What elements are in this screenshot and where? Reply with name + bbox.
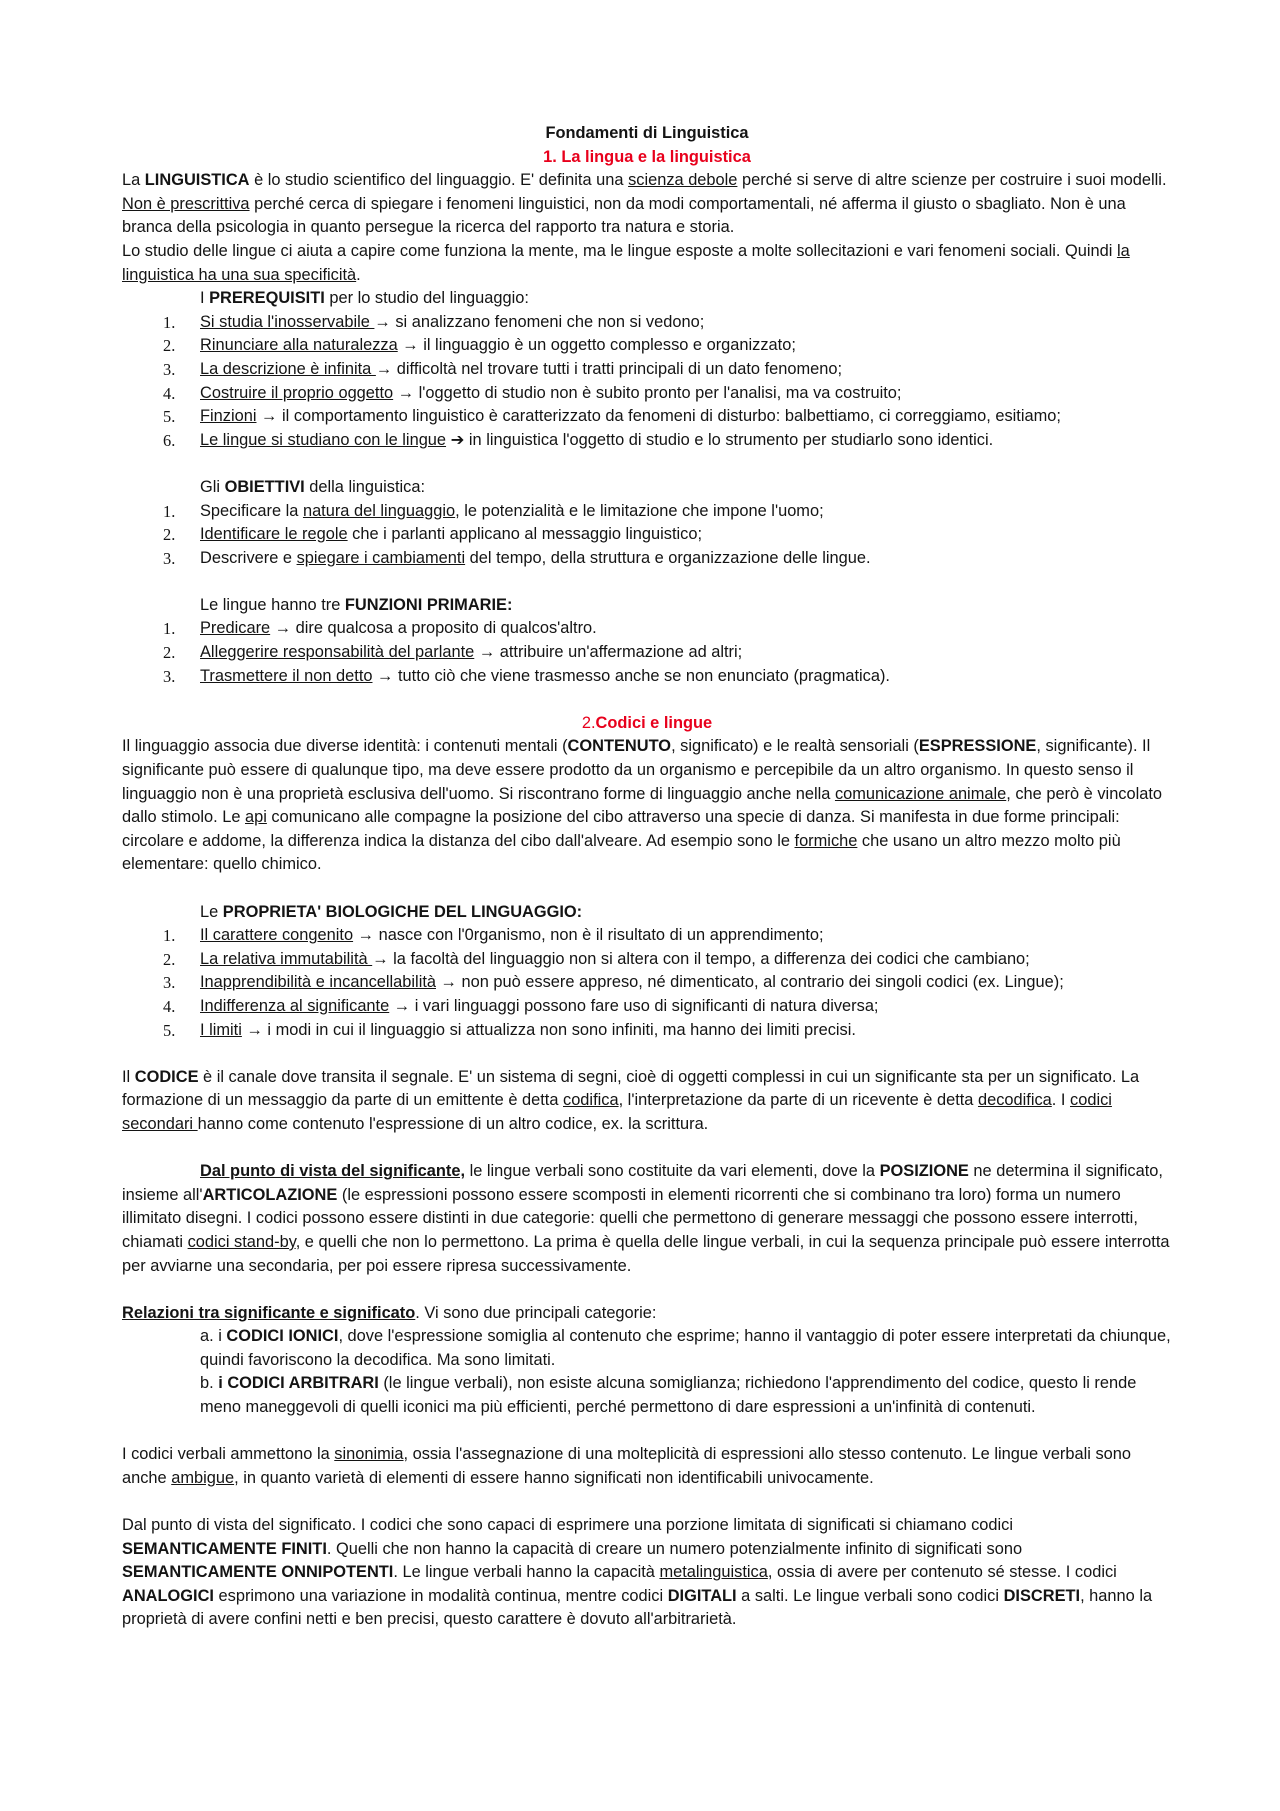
term-scienza-debole: scienza debole [628, 171, 738, 190]
relazioni-item-b: b. i CODICI ARBITRARI (le lingue verbali), non esiste alcuna somiglianza; richiedono l'apprendimento del codice, questo li rende meno maneggevoli di quelli iconici ma più efficienti, perché permettono di dare espressioni a un'infinità di contenuti. [200, 1374, 1137, 1417]
document-title: Fondamenti di Linguistica [545, 124, 749, 142]
verbali-paragraph: I codici verbali ammettono la sinonimia, ossia l'assegnazione di una molteplicità di espressioni allo stesso contenuto. Le lingue verbali sono anche ambigue, in quanto varietà di elementi di essere hanno significati non identificabili univocamente. [122, 1445, 1132, 1487]
list-item: 2. Rinunciare alla naturalezza → il linguaggio è un oggetto complesso e organizzato; [163, 336, 796, 356]
significante-paragraph: Dal punto di vista del significante, le lingue verbali sono costituite da vari elementi, dove la POSIZIONE ne determina il significato, insieme all'ARTICOLAZIONE (le espressioni possono essere scomposti in elementi ricorrenti che si combinano tra loro) forma un numero illimitato disegni. I codici possono essere distinti in due categorie: quelli che permettono di generare messaggi che possono essere interrotti, chiamati codici stand-by, e quelli che non lo permettono. La prima è quella delle lingue verbali, in cui la sequenza principale può essere interrotta per avviarne una secondaria, per poi essere ripresa successivamente. [122, 1162, 1170, 1275]
list-item: 4. Costruire il proprio oggetto → l'oggetto di studio non è subito pronto per l'analisi, ma va costruito; [163, 383, 902, 403]
intro-paragraph: La LINGUISTICA è lo studio scientifico del linguaggio. E' definita una scienza debole perché si serve di altre scienze per costruire i suoi modelli. Non è prescrittiva perché cerca di spiegare i fenomeni linguistici, non da modi comportamentali, né afferma il giusto o sbagliato. Non è una branca della psicologia in quanto persegue la ricerca del rapporto tra natura e storia. [122, 171, 1167, 237]
list-item: 4. Indifferenza al significante → i vari linguaggi possono fare uso di significanti di natura diversa; [163, 996, 879, 1016]
proprieta-lead: Le PROPRIETA' BIOLOGICHE DEL LINGUAGGIO: [200, 902, 583, 921]
funzioni-lead: Le lingue hanno tre FUNZIONI PRIMARIE: [200, 595, 513, 614]
list-item: 1. Il carattere congenito → nasce con l'0rganismo, non è il risultato di un apprendimento; [163, 926, 824, 946]
specificity-paragraph: Lo studio delle lingue ci aiuta a capire come funziona la mente, ma le lingue esposte a molte sollecitazioni e vari fenomeni sociali. Quindi la linguistica ha una sua specificità. [122, 241, 1130, 284]
list-item: 3. Trasmettere il non detto → tutto ciò che viene trasmesso anche se non enunciato (pragmatica). [163, 666, 890, 686]
list-item: 3. Descrivere e spiegare i cambiamenti del tempo, della struttura e organizzazione delle lingue. [163, 548, 871, 568]
relazioni-lead: Relazioni tra significante e significato. Vi sono due principali categorie: [122, 1303, 657, 1322]
list-item: 3. Inapprendibilità e incancellabilità → non può essere appreso, né dimenticato, al contrario dei singoli codici (ex. Lingue); [163, 973, 1064, 993]
document-page [122, 122, 1172, 1632]
list-item: 6. Le lingue si studiano con le lingue ➔ in linguistica l'oggetto di studio e lo strumento per studiarlo sono identici. [163, 430, 994, 450]
proprieta-list [122, 924, 1172, 1042]
funzioni-list [122, 617, 1172, 688]
prerequisiti-list [122, 311, 1172, 453]
prerequisiti-lead: I PREREQUISITI per lo studio del linguaggio: [200, 289, 529, 308]
list-item: 2. Alleggerire responsabilità del parlante → attribuire un'affermazione ad altri; [163, 643, 743, 663]
list-item: 5. I limiti → i modi in cui il linguaggio si attualizza non sono infiniti, ma hanno dei limiti precisi. [163, 1020, 856, 1040]
obiettivi-lead: Gli OBIETTIVI della linguistica: [200, 477, 425, 496]
list-item: 5. Finzioni → il comportamento linguistico è caratterizzato da fenomeni di disturbo: balbettiamo, ci correggiamo, esitiamo; [163, 407, 1061, 427]
linguaggio-paragraph: Il linguaggio associa due diverse identità: i contenuti mentali (CONTENUTO, significato) e le realtà sensoriali (ESPRESSIONE, significante). Il significante può essere di qualunque tipo, ma deve essere prodotto da un organismo e percepibile da un altro organismo. In questo senso il linguaggio non è una proprietà esclusiva dell'uomo. Si riscontrano forme di linguaggio anche nella comunicazione animale, che però è vincolato dallo stimolo. Le api comunicano alle compagne la posizione del cibo attraverso una specie di danza. Si manifesta in due forme principali: circolare e addome, la differenza indica la distanza del cibo dall'alveare. Ad esempio sono le formiche che usano un altro mezzo molto più elementare: quello chimico. [122, 737, 1163, 874]
section-2-heading: 2.Codici e lingue [581, 713, 713, 732]
list-item: 1. Si studia l'inosservabile → si analizzano fenomeni che non si vedono; [163, 312, 705, 332]
term-non-prescrittiva: Non è prescrittiva [122, 194, 250, 213]
codice-paragraph: Il CODICE è il canale dove transita il segnale. E' un sistema di segni, cioè di oggetti complessi in cui un significante sta per un significato. La formazione di un messaggio da parte di un emittente è detta codifica, l'interpretazione da parte di un ricevente è detta decodifica. I codici secondari hanno come contenuto l'espressione di un altro codice, ex. la scrittura. [122, 1067, 1140, 1133]
list-item: 1. Predicare → dire qualcosa a proposito di qualcos'altro. [163, 619, 597, 639]
term-specificita: la linguistica ha una sua specificità [122, 241, 1130, 284]
list-item: 2. Identificare le regole che i parlanti applicano al messaggio linguistico; [163, 525, 703, 545]
list-item: 2. La relativa immutabilità → la facoltà del linguaggio non si altera con il tempo, a differenza dei codici che cambiano; [163, 949, 1030, 969]
obiettivi-list [122, 500, 1172, 571]
list-item: 3. La descrizione è infinita → difficoltà nel trovare tutti i tratti principali di un dato fenomeno; [163, 359, 843, 379]
section-1-heading: 1. La lingua e la linguistica [543, 147, 751, 166]
significato-paragraph: Dal punto di vista del significato. I codici che sono capaci di esprimere una porzione limitata di significati si chiamano codici SEMANTICAMENTE FINITI. Quelli che non hanno la capacità di creare un numero potenzialmente infinito di significati sono SEMANTICAMENTE ONNIPOTENTI. Le lingue verbali hanno la capacità metalinguistica, ossia di avere per contenuto sé stesse. I codici ANALOGICI esprimono una variazione in modalità continua, mentre codici DIGITALI a salti. Le lingue verbali sono codici DISCRETI, hanno la proprietà di avere confini netti e ben precisi, questo carattere è dovuto all'arbitrarietà. [122, 1516, 1153, 1629]
list-item: 1. Specificare la natura del linguaggio, le potenzialità e le limitazione che impone l'uomo; [163, 501, 824, 521]
relazioni-item-a: a. i CODICI IONICI, dove l'espressione somiglia al contenuto che esprime; hanno il vantaggio di poter essere interpretati da chiunque, quindi favoriscono la decodifica. Ma sono limitati. [200, 1327, 1171, 1369]
term-linguistica: LINGUISTICA [144, 171, 250, 190]
